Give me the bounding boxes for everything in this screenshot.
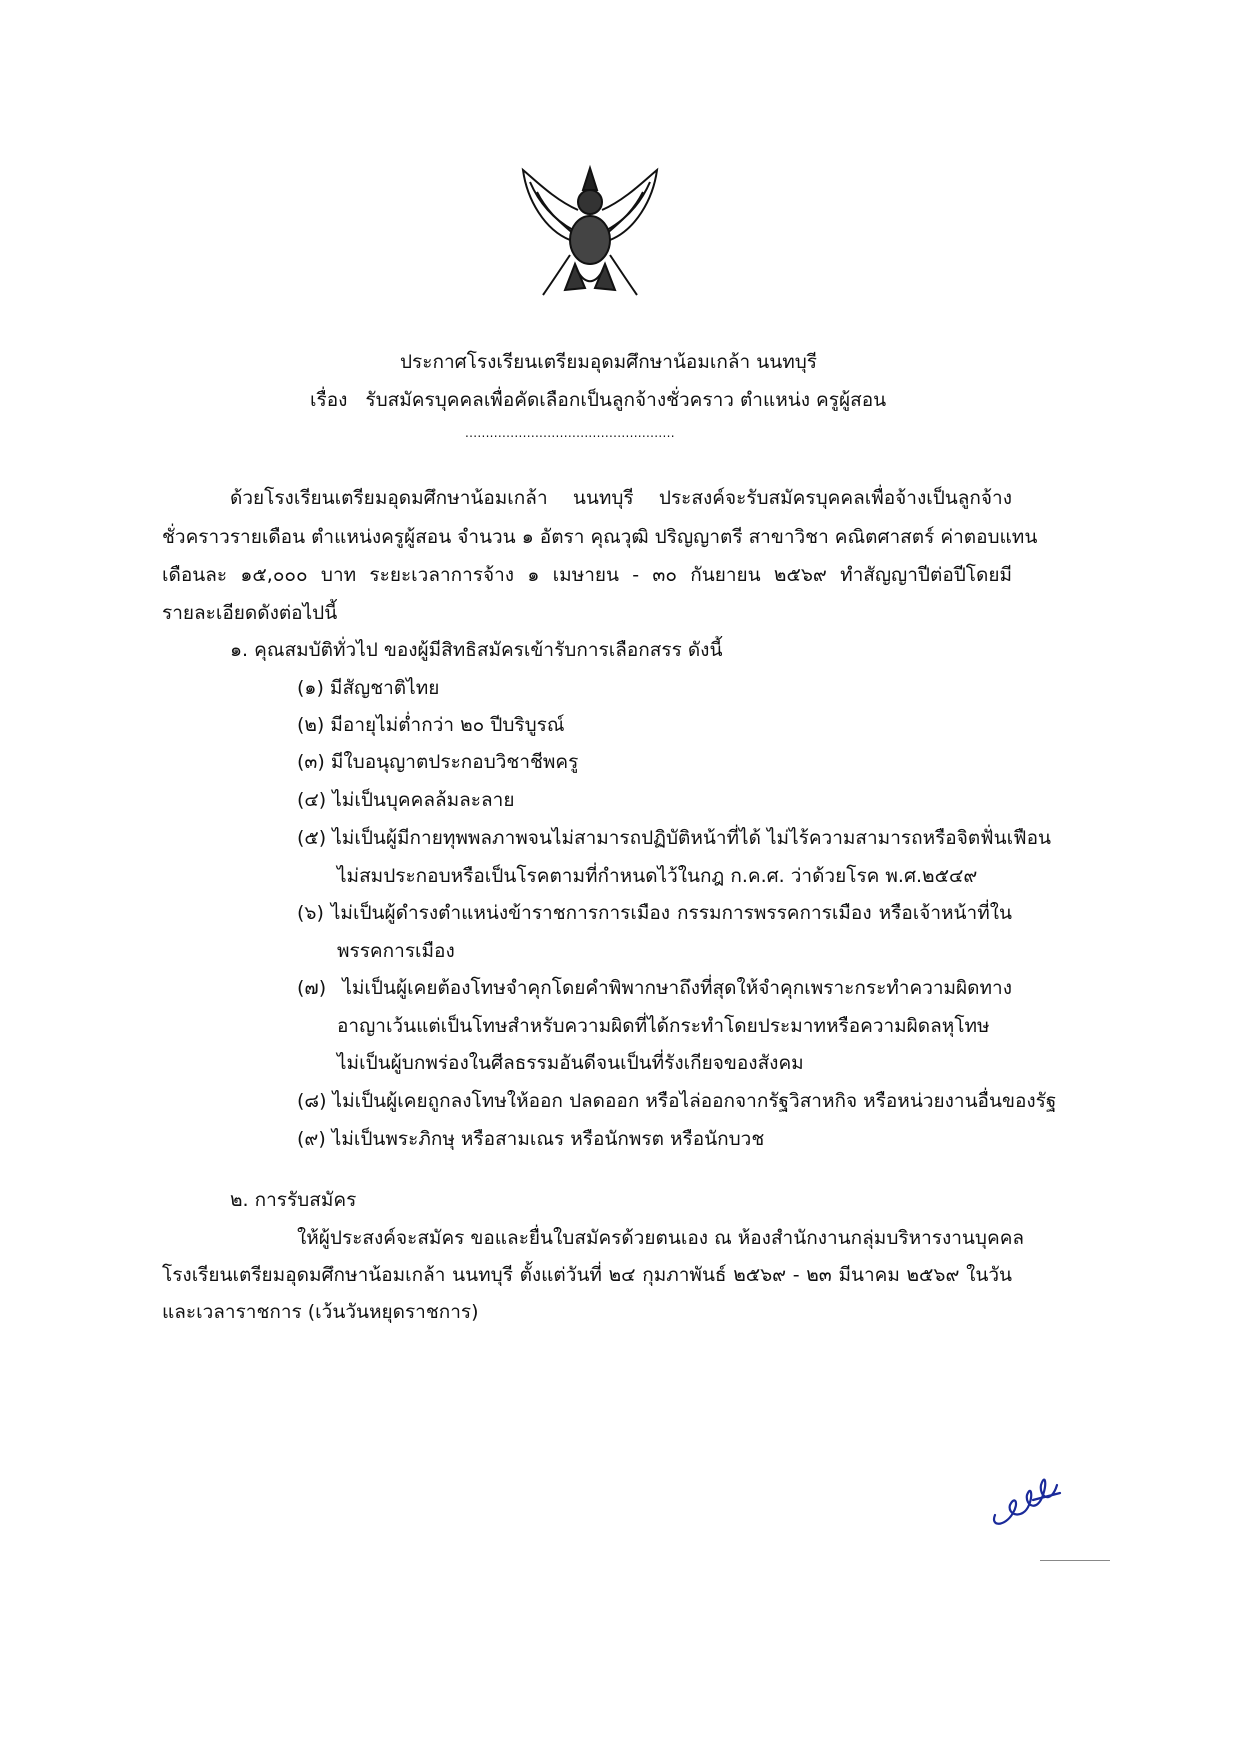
subject-text: รับสมัครบุคคลเพื่อคัดเลือกเป็นลูกจ้างชั่วคราว ตำแหน่ง ครูผู้สอน	[365, 389, 887, 411]
qualification-item-cont: ไม่เป็นผู้บกพร่องในศีลธรรมอันดีจนเป็นที่รังเกียจของสังคม	[337, 1052, 804, 1074]
section2-heading: ๒. การรับสมัคร	[230, 1189, 357, 1211]
application-line: ให้ผู้ประสงค์จะสมัคร ขอและยื่นใบสมัครด้วยตนเอง ณ ห้องสำนักงานกลุ่มบริหารงานบุคคล	[297, 1227, 1025, 1249]
qualification-item: (๖) ไม่เป็นผู้ดำรงตำแหน่งข้าราชการการเมือง กรรมการพรรคการเมือง หรือเจ้าหน้าที่ใน	[297, 902, 1012, 924]
qualification-item-cont: ไม่สมประกอบหรือเป็นโรคตามที่กำหนดไว้ในกฎ ก.ค.ศ. ว่าด้วยโรค พ.ศ.๒๕๔๙	[337, 865, 978, 887]
application-line: โรงเรียนเตรียมอุดมศึกษาน้อมเกล้า นนทบุรี ตั้งแต่วันที่ ๒๔ กุมภาพันธ์ ๒๕๖๙ - ๒๓ มีนาคม ๒๕๖๙ ในวัน	[162, 1264, 1012, 1286]
qualification-item: (๒) มีอายุไม่ต่ำกว่า ๒๐ ปีบริบูรณ์	[297, 714, 565, 736]
footer-rule	[1040, 1560, 1110, 1561]
intro-line: เดือนละ ๑๕,๐๐๐ บาท ระยะเวลาการจ้าง ๑ เมษายน - ๓๐ กันยายน ๒๕๖๙ ทำสัญญาปีต่อปีโดยมี	[162, 564, 1012, 586]
intro-line: ด้วยโรงเรียนเตรียมอุดมศึกษาน้อมเกล้า นนทบุรี ประสงค์จะรับสมัครบุคคลเพื่อจ้างเป็นลูกจ้าง	[230, 487, 1012, 509]
qualification-item-cont: พรรคการเมือง	[337, 940, 455, 962]
qualification-item: (๕) ไม่เป็นผู้มีกายทุพพลภาพจนไม่สามารถปฏิบัติหน้าที่ได้ ไม่ไร้ความสามารถหรือจิตฟั่นเฟือน	[297, 827, 1051, 849]
intro-line: รายละเอียดดังต่อไปนี้	[162, 602, 338, 624]
qualification-item: (๙) ไม่เป็นพระภิกษุ หรือสามเณร หรือนักพรต หรือนักบวช	[297, 1128, 765, 1150]
section1-heading: ๑. คุณสมบัติทั่วไป ของผู้มีสิทธิสมัครเข้ารับการเลือกสรร ดังนี้	[230, 639, 723, 661]
garuda-emblem	[515, 160, 665, 305]
subject-row	[310, 387, 886, 413]
qualification-item: (๑) มีสัญชาติไทย	[297, 677, 440, 699]
qualification-item: (๔) ไม่เป็นบุคคลล้มละลาย	[297, 789, 515, 811]
qualification-item: (๘) ไม่เป็นผู้เคยถูกลงโทษให้ออก ปลดออก หรือไล่ออกจากรัฐวิสาหกิจ หรือหน่วยงานอื่นของรัฐ	[297, 1090, 1057, 1112]
subject-label: เรื่อง	[310, 389, 348, 411]
qualification-item: (๗) ไม่เป็นผู้เคยต้องโทษจำคุกโดยคำพิพากษาถึงที่สุดให้จำคุกเพราะกระทำความผิดทาง	[297, 977, 1012, 999]
announcement-title: ประกาศโรงเรียนเตรียมอุดมศึกษาน้อมเกล้า นนทบุรี	[400, 351, 817, 373]
application-line: และเวลาราชการ (เว้นวันหยุดราชการ)	[162, 1301, 479, 1323]
title-divider: ...................................................	[465, 426, 675, 440]
intro-line: ชั่วคราวรายเดือน ตำแหน่งครูผู้สอน จำนวน ๑ อัตรา คุณวุฒิ ปริญญาตรี สาขาวิชา คณิตศาสตร์ ค่าตอบแทน	[162, 526, 1038, 548]
signature-initials	[985, 1465, 1070, 1535]
qualification-item: (๓) มีใบอนุญาตประกอบวิชาชีพครู	[297, 751, 579, 773]
qualification-item-cont: อาญาเว้นแต่เป็นโทษสำหรับความผิดที่ได้กระทำโดยประมาทหรือความผิดลหุโทษ	[337, 1015, 990, 1037]
